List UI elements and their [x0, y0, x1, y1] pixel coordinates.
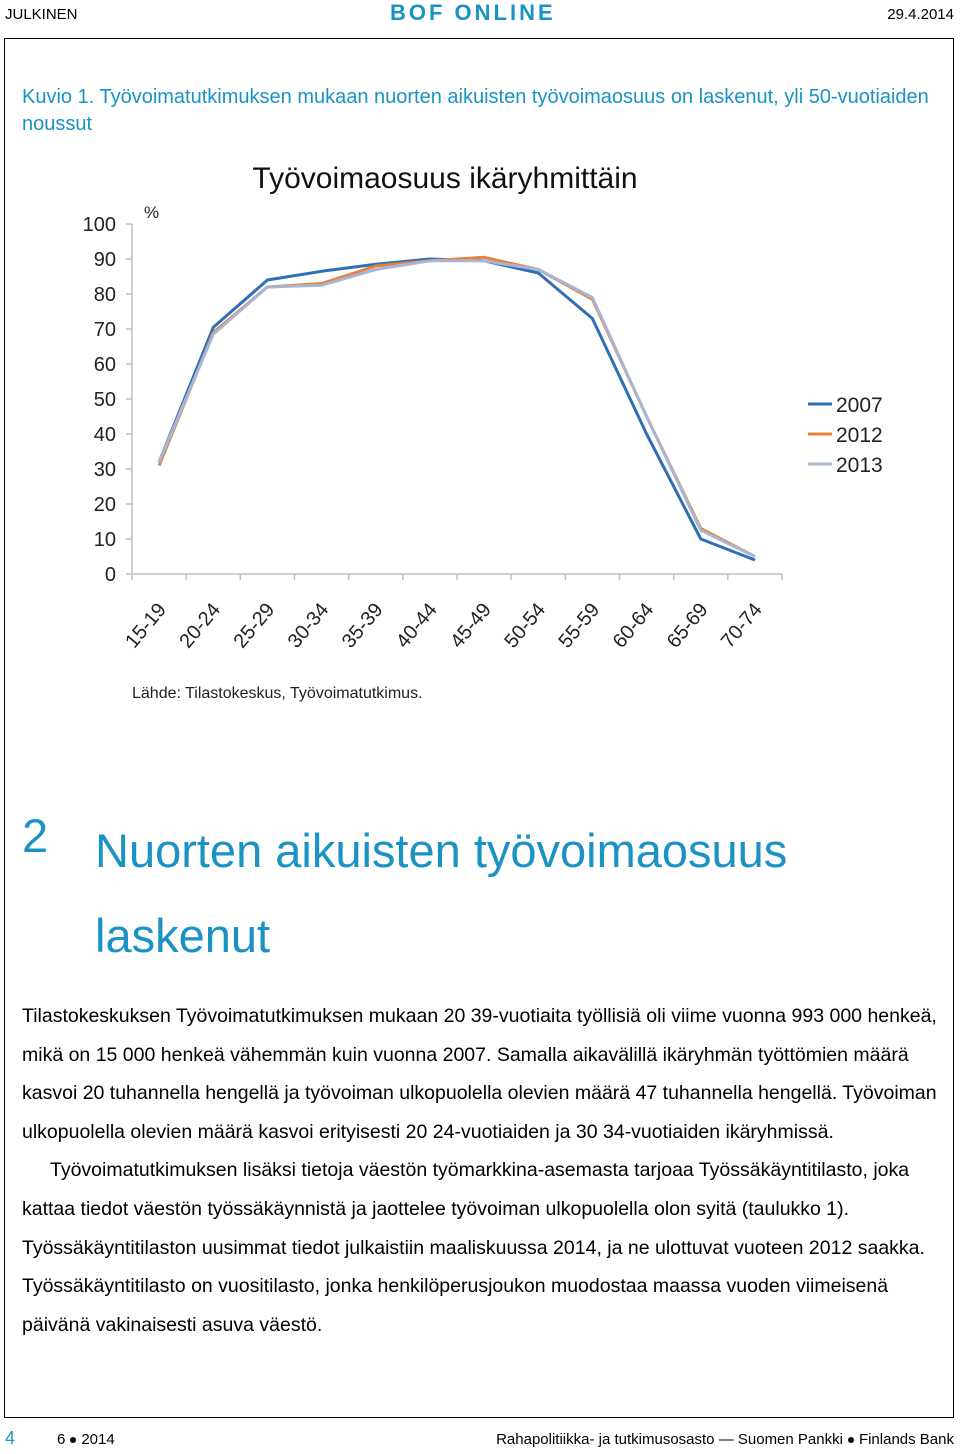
- x-tick-label: 60-64: [608, 599, 659, 653]
- bullet-icon: [70, 1437, 76, 1443]
- y-tick-label: 0: [104, 564, 116, 586]
- chart-source: Lähde: Tilastokeskus, Työvoimatutkimus.: [132, 685, 423, 702]
- legend-label: 2012: [836, 424, 883, 447]
- x-tick-label: 35-39: [337, 599, 388, 653]
- y-axis-unit: %: [144, 203, 160, 222]
- issue-year: 2014: [81, 1431, 115, 1448]
- chart-title: Työvoimaosuus ikäryhmittäin: [252, 162, 638, 195]
- legend-label: 2007: [836, 394, 883, 417]
- page-number: 4: [5, 1428, 16, 1448]
- classification-label: JULKINEN: [5, 6, 78, 23]
- x-tick-label: 20-24: [175, 599, 226, 653]
- x-tick-label: 50-54: [500, 599, 551, 653]
- y-tick-label: 10: [93, 529, 116, 551]
- y-tick-label: 20: [93, 494, 116, 516]
- y-tick-label: 40: [93, 424, 116, 446]
- issue-info: [57, 1431, 115, 1448]
- chart-svg: [70, 152, 900, 712]
- x-tick-label: 65-69: [662, 599, 713, 653]
- publication-title: BOF ONLINE: [390, 0, 556, 25]
- department-name: Rahapolitiikka- ja tutkimusosasto: [496, 1431, 715, 1448]
- x-tick-label: 70-74: [717, 599, 767, 653]
- legend-label: 2013: [836, 454, 883, 477]
- page-header: [0, 0, 960, 36]
- series-line-2013: [159, 261, 755, 557]
- y-tick-label: 100: [82, 214, 116, 236]
- labor-participation-chart: [70, 152, 900, 712]
- x-tick-label: 55-59: [554, 599, 605, 653]
- y-tick-label: 50: [93, 389, 116, 411]
- bullet-icon: [848, 1437, 854, 1443]
- y-tick-label: 30: [93, 459, 116, 481]
- paragraph-2: Työvoimatutkimuksen lisäksi tietoja väestön työmarkkina-asemasta tarjoaa Työssäkäyntitilasto, joka kattaa tiedot väestön työssäkäynnistä ja jaottelee työvoiman ulkopuolella olon syitä (taulukko 1). Työssäkäyntitilaston uusimmat tiedot julkaistiin maaliskuussa 2014, ja ne ulottuvat vuoteen 2012 saakka. Työssäkäyntitilasto on vuositilasto, jonka henkilöperusjoukon muodostaa maassa vuoden viimeisenä päivänä vakinaisesti asuva väestö.: [22, 1159, 925, 1336]
- section-title: Nuorten aikuisten työvoimaosuus laskenut: [95, 824, 788, 962]
- x-tick-label: 40-44: [392, 599, 442, 653]
- bank-name-fi: Suomen Pankki: [737, 1431, 843, 1448]
- x-tick-label: 15-19: [121, 599, 171, 653]
- dash-separator: —: [718, 1431, 734, 1448]
- x-tick-label: 30-34: [283, 599, 334, 653]
- y-tick-label: 80: [93, 284, 116, 306]
- x-tick-label: 45-49: [446, 599, 496, 653]
- header-date: 29.4.2014: [887, 6, 954, 23]
- body-text: [22, 997, 942, 1344]
- y-tick-label: 70: [93, 319, 116, 341]
- x-tick-label: 25-29: [229, 599, 280, 653]
- figure-caption: Kuvio 1. Työvoimatutkimuksen mukaan nuorten aikuisten työvoimaosuus on laskenut, yli 50-vuotiaiden noussut: [22, 86, 929, 135]
- paragraph-1: Tilastokeskuksen Työvoimatutkimuksen mukaan 20 39-vuotiaita työllisiä oli viime vuonna 993 000 henkeä, mikä on 15 000 henkeä vähemmän kuin vuonna 2007. Samalla aikavälillä ikäryhmän työttömien määrä kasvoi 20 tuhannella hengellä ja työvoiman ulkopuolella olevien määrä 47 tuhannella hengellä. Työvoiman ulkopuolella olevien määrä kasvoi erityisesti 20 24-vuotiaiden ja 30 34-vuotiaiden ikäryhmissä.: [22, 1005, 937, 1143]
- y-tick-label: 60: [93, 354, 116, 376]
- page-footer: [0, 1426, 960, 1454]
- publisher-info: [496, 1431, 954, 1448]
- bank-name-sv: Finlands Bank: [858, 1431, 954, 1448]
- y-tick-label: 90: [93, 249, 116, 271]
- section-number: 2: [22, 809, 49, 862]
- issue-number: 6: [57, 1431, 66, 1448]
